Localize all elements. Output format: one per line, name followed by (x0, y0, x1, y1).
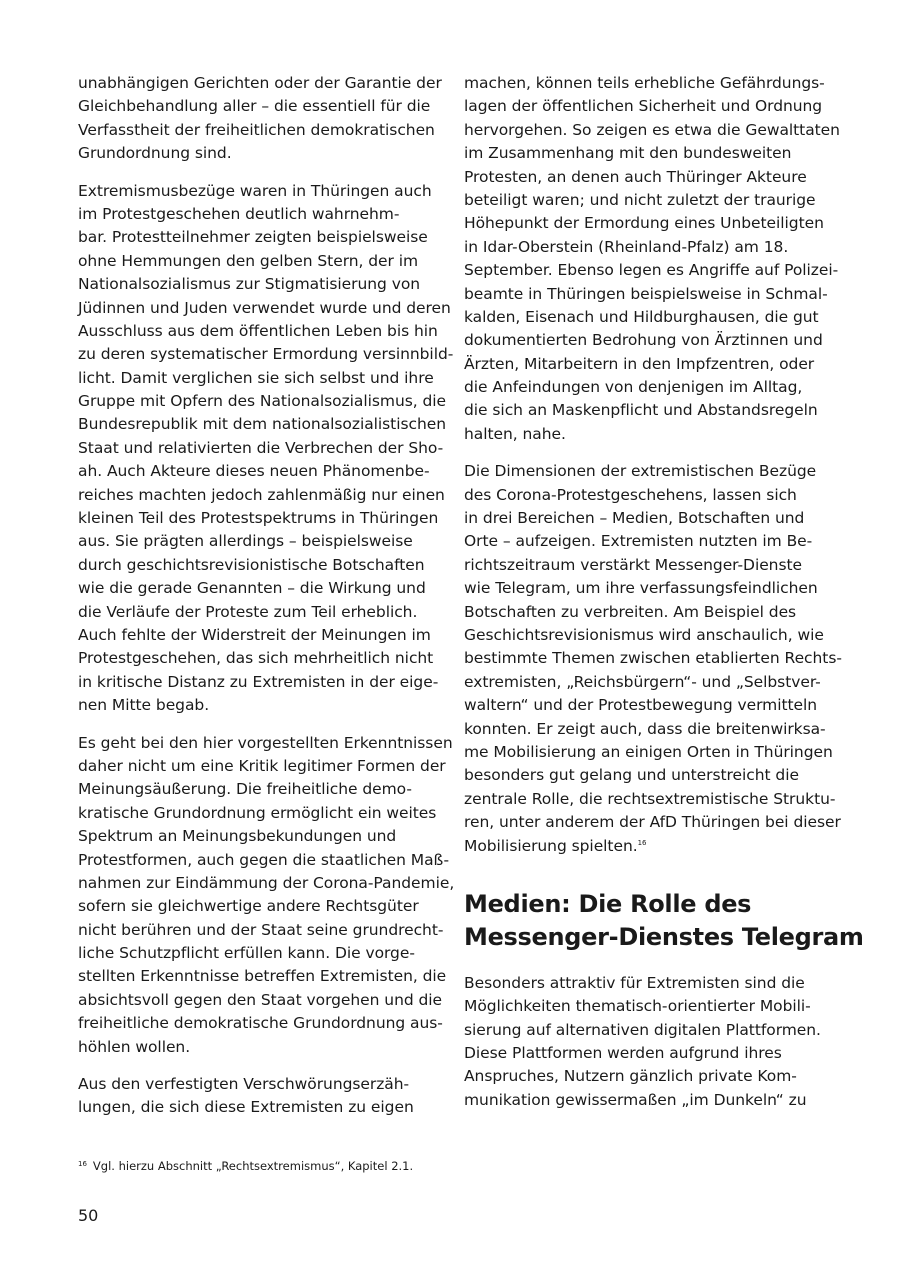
footnote-number: 16 (78, 1160, 87, 1168)
text-line: Bundesrepublik mit dem nationalsozialistischen (78, 415, 446, 434)
text-line: des Corona-Protestgeschehens, lassen sich (464, 485, 797, 504)
text-line: kalden, Eisenach und Hildburghausen, die gut (464, 307, 819, 326)
text-line: stellten Erkenntnisse betreffen Extremisten, die (78, 967, 447, 986)
text-line: Gruppe mit Opfern des Nationalsozialismus, die (78, 392, 447, 411)
text-line: Protesten, an denen auch Thüringer Akteure (464, 167, 807, 186)
paragraph (464, 460, 842, 858)
paragraph (78, 180, 454, 718)
text-line: die sich an Maskenpflicht und Abstandsregeln (464, 401, 818, 420)
text-line: Ärzten, Mitarbeitern in den Impfzentren, oder (464, 354, 815, 373)
text-line: halten, nahe. (464, 424, 566, 443)
text-line: Spektrum an Meinungsbekundungen und (78, 827, 397, 846)
text-line: aus. Sie prägten allerdings – beispielsweise (78, 532, 413, 551)
text-line: extremisten, „Reichsbürgern“- und „Selbstver- (464, 672, 821, 691)
text-line: Besonders attraktiv für Extremisten sind die (464, 973, 805, 992)
text-line: Grundordnung sind. (78, 144, 232, 163)
text-line: waltern“ und der Protestbewegung vermitteln (464, 696, 818, 715)
text-line: nahmen zur Eindämmung der Corona-Pandemie, (78, 873, 455, 892)
text-line: hervorgehen. So zeigen es etwa die Gewalttaten (464, 120, 840, 139)
text-line: zentrale Rolle, die rechtsextremistische Struktu- (464, 789, 836, 808)
text-line: liche Schutzpflicht erfüllen kann. Die vorge- (78, 944, 415, 963)
text-line: machen, können teils erhebliche Gefährdungs- (464, 74, 825, 92)
text-line: Botschaften zu verbreiten. Am Beispiel des (464, 602, 797, 621)
text-line: Gleichbehandlung aller – die essentiell für die (78, 97, 431, 116)
text-line: beteiligt waren; und nicht zuletzt der traurige (464, 190, 816, 209)
text-line: bar. Protestteilnehmer zeigten beispielsweise (78, 228, 428, 247)
text-line: wie Telegram, um ihre verfassungsfeindlichen (464, 579, 818, 598)
text-line: September. Ebenso legen es Angriffe auf Polizei- (464, 261, 839, 280)
text-line: kratische Grundordnung ermöglicht ein weites (78, 803, 437, 822)
text-line: wie die gerade Genannten – die Wirkung und (78, 579, 426, 598)
text-line: Verfasstheit der freiheitlichen demokratischen (78, 120, 435, 139)
text-line: lagen der öffentlichen Sicherheit und Ordnung (464, 97, 823, 116)
text-line: Höhepunkt der Ermordung eines Unbeteiligten (464, 214, 824, 233)
text-line: Es geht bei den hier vorgestellten Erkenntnissen (78, 733, 453, 752)
text-line: richtszeitraum verstärkt Messenger-Dienste (464, 555, 802, 574)
text-line: Möglichkeiten thematisch-orientierter Mobili- (464, 997, 811, 1016)
text-line: Extremismusbezüge waren in Thüringen auch (78, 181, 432, 200)
footnote (78, 1158, 413, 1174)
text-line: Jüdinnen und Juden verwendet wurde und deren (78, 298, 451, 317)
text-line: reiches machten jedoch zahlenmäßig nur einen (78, 485, 445, 504)
text-line: im Zusammenhang mit den bundesweiten (464, 144, 792, 163)
text-line: Aus den verfestigten Verschwörungserzäh- (78, 1075, 410, 1094)
text-line: daher nicht um eine Kritik legitimer Formen der (78, 756, 446, 775)
text-line: ah. Auch Akteure dieses neuen Phänomenbe- (78, 462, 430, 481)
text-line: beamte in Thüringen beispielsweise in Schmal- (464, 284, 828, 303)
text-line: in kritische Distanz zu Extremisten in der eige- (78, 672, 439, 691)
paragraph (78, 72, 440, 166)
text-line: ohne Hemmungen den gelben Stern, der im (78, 251, 419, 270)
text-line (464, 835, 826, 858)
paragraph (464, 972, 826, 1112)
text-line: licht. Damit verglichen sie sich selbst und ihre (78, 368, 434, 387)
footnote-reference[interactable]: 16 (637, 838, 647, 847)
text-line: absichtsvoll gegen den Staat vorgehen und die (78, 990, 443, 1009)
text-line: höhlen wollen. (78, 1037, 191, 1056)
paragraph (78, 1073, 440, 1120)
text-line: Protestgeschehen, das sich mehrheitlich nicht (78, 649, 434, 668)
text-line: Staat und relativierten die Verbrechen der Sho- (78, 438, 444, 457)
right-column (464, 72, 864, 1126)
text-line-content: Mobilisierung spielten. (464, 836, 638, 855)
text-line: munikation gewissermaßen „im Dunkeln“ zu (464, 1090, 807, 1109)
text-line: durch geschichtsrevisionistische Botschaften (78, 555, 425, 574)
page-number: 50 (78, 1206, 99, 1225)
text-line: lungen, die sich diese Extremisten zu eigen (78, 1098, 414, 1117)
text-line: zu deren systematischer Ermordung versinnbild- (78, 345, 454, 364)
text-line: in Idar-Oberstein (Rheinland-Pfalz) am 18. (464, 237, 789, 256)
text-line: Auch fehlte der Widerstreit der Meinungen im (78, 625, 431, 644)
text-line: konnten. Er zeigt auch, dass die breitenwirksa- (464, 719, 826, 738)
text-line: Ausschluss aus dem öffentlichen Leben bis hin (78, 321, 438, 340)
text-line: Anspruches, Nutzern gänzlich private Kom- (464, 1067, 797, 1086)
text-line: die Verläufe der Proteste zum Teil erheblich. (78, 602, 418, 621)
text-line: sierung auf alternativen digitalen Plattformen. (464, 1020, 821, 1039)
text-line: Nationalsozialismus zur Stigmatisierung von (78, 275, 421, 294)
text-line: Die Dimensionen der extremistischen Bezüge (464, 462, 817, 481)
text-line: Geschichtsrevisionismus wird anschaulich, wie (464, 625, 824, 644)
text-line: in drei Bereichen – Medien, Botschaften und (464, 509, 805, 528)
text-line: nen Mitte begab. (78, 696, 210, 715)
paragraph (78, 732, 455, 1059)
footnote-text: Vgl. hierzu Abschnitt „Rechtsextremismus“, Kapitel 2.1. (92, 1159, 414, 1173)
text-line: ren, unter anderem der AfD Thüringen bei dieser (464, 813, 841, 832)
text-line: sofern sie gleichwertige andere Rechtsgüter (78, 897, 419, 916)
text-line: besonders gut gelang und unterstreicht die (464, 766, 799, 785)
text-line: Meinungsäußerung. Die freiheitliche demo- (78, 780, 412, 799)
text-line: unabhängigen Gerichten oder der Garantie der (78, 74, 442, 92)
left-column (78, 72, 455, 1134)
text-line: im Protestgeschehen deutlich wahrnehm- (78, 204, 400, 223)
text-line: nicht berühren und der Staat seine grundrecht- (78, 920, 444, 939)
section-heading (464, 888, 864, 954)
section-heading-line: Medien: Die Rolle des (464, 889, 752, 918)
paragraph (464, 72, 840, 446)
text-line: kleinen Teil des Protestspektrums in Thüringen (78, 509, 439, 528)
section-heading-line: Messenger-Dienstes Telegram (464, 922, 864, 951)
text-line: Protestformen, auch gegen die staatlichen Maß- (78, 850, 450, 869)
text-line: dokumentierten Bedrohung von Ärztinnen und (464, 331, 823, 350)
text-line: me Mobilisierung an einigen Orten in Thüringen (464, 742, 833, 761)
text-line: bestimmte Themen zwischen etablierten Rechts- (464, 649, 842, 668)
text-line: freiheitliche demokratische Grundordnung aus- (78, 1014, 443, 1033)
text-line: Orte – aufzeigen. Extremisten nutzten im Be- (464, 532, 813, 551)
text-line: Diese Plattformen werden aufgrund ihres (464, 1044, 782, 1063)
text-line: die Anfeindungen von denjenigen im Alltag, (464, 378, 803, 397)
